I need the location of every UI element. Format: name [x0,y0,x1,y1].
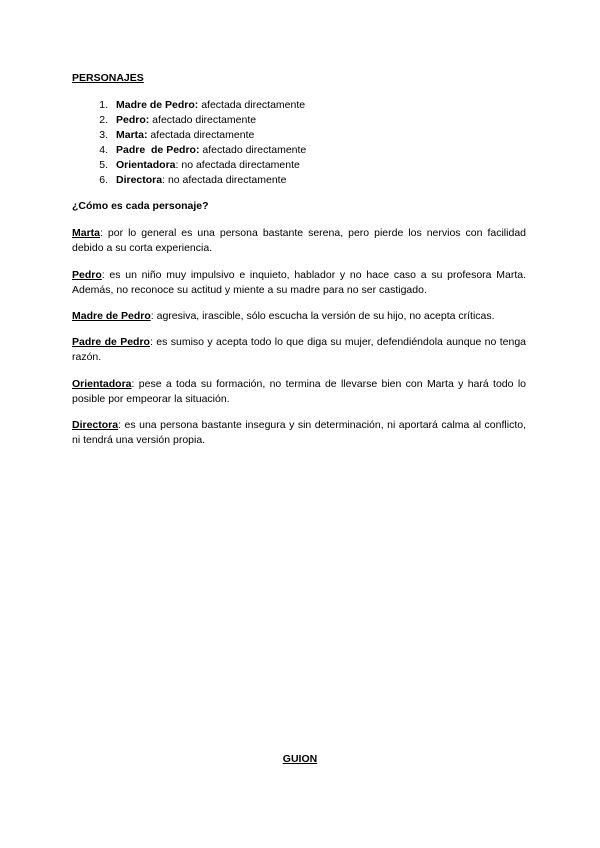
description-term: Marta [72,227,101,239]
character-name: Padre de Pedro: [116,144,200,156]
character-list [72,98,306,188]
list-item [72,158,306,173]
character-name: Directora [116,174,163,186]
character-status: : no afectada directamente [175,159,300,171]
description-paragraph [72,226,526,256]
character-name: Marta: [116,129,148,141]
description-text: : pese a toda su formación, no termina de llevarse bien con Marta y hará todo lo posible por empeorar la situación. [72,378,526,405]
section-heading-personajes: PERSONAJES [72,72,144,84]
description-text: : agresiva, irascible, sólo escucha la versión de su hijo, no acepta críticas. [150,310,495,322]
description-term: Directora [72,419,119,431]
list-number: 6. [99,174,108,186]
description-text: : por lo general es una persona bastante serena, pero pierde los nervios con facilidad debido a su corta experiencia. [72,227,526,254]
section-heading-guion: GUION [282,753,318,765]
description-term: Padre de Pedro [72,336,150,348]
character-status: afectado directamente [199,144,307,156]
description-text: : es sumiso y acepta todo lo que diga su mujer, defendiéndola aunque no tenga razón. [72,336,527,363]
description-paragraph [72,268,526,298]
list-number: 5. [99,159,108,171]
list-number: 4. [99,144,108,156]
list-item [72,113,306,128]
character-name: Madre de Pedro: [116,99,199,111]
description-term: Pedro [72,269,102,281]
description-term: Orientadora [72,378,132,390]
list-item [72,173,306,188]
description-term: Madre de Pedro [72,310,151,322]
character-status: : no afectada directamente [162,174,287,186]
character-name: Pedro: [116,114,150,126]
description-paragraph [72,418,526,448]
list-item [72,143,306,158]
list-item [72,128,306,143]
list-number: 3. [99,129,108,141]
character-status: afectado directamente [149,114,257,126]
description-paragraph [72,309,526,324]
section-question: ¿Cómo es cada personaje? [72,200,209,212]
list-number: 2. [99,114,108,126]
character-status: afectada directamente [198,99,306,111]
description-text: : es un niño muy impulsivo e inquieto, hablador y no hace caso a su profesora Marta. Además, no reconoce su actitud y miente a su madre para no ser castigado. [72,269,526,296]
description-paragraph [72,335,526,365]
description-paragraph [72,377,526,407]
list-item [72,98,306,113]
description-text: : es una persona bastante insegura y sin determinación, ni aportará calma al conflicto, ni tendrá una versión propia. [72,419,526,446]
character-status: afectada directamente [147,129,255,141]
character-name: Orientadora [116,159,176,171]
list-number: 1. [99,99,108,111]
